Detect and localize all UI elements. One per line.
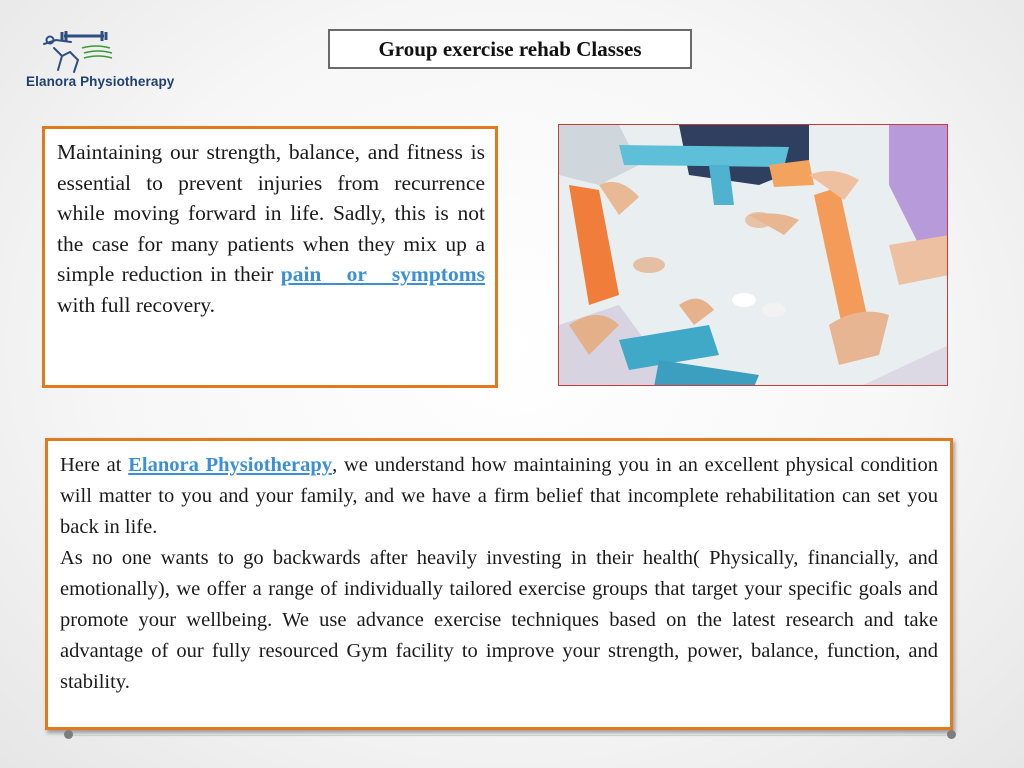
elanora-physiotherapy-link[interactable]: Elanora Physiotherapy	[128, 454, 333, 476]
page-title: Group exercise rehab Classes	[328, 29, 692, 69]
details-paragraph-1	[60, 450, 938, 543]
physio-figure-icon	[26, 30, 196, 76]
footer-dot-left	[64, 730, 73, 739]
details-paragraph-2: As no one wants to go backwards after heavily investing in their health( Physically, financially, and emotionally), we offer a range of individually tailored exercise groups that target your specific goals and promote your wellbeing. We use advance exercise techniques based on the latest research and take advantage of our fully resourced Gym facility to improve your strength, power, balance, function, and stability.	[60, 547, 938, 693]
intro-card	[42, 126, 498, 388]
logo-brand-name: Elanora Physiotherapy	[26, 74, 175, 89]
details-card	[45, 438, 953, 730]
footer-divider	[68, 735, 950, 736]
footer-dot-right	[947, 730, 956, 739]
intro-text-before: Maintaining our strength, balance, and fitness is essential to prevent injuries from recurrence while moving forward in life. Sadly, this is not the case for many patients when they mix up a simple reduction in their	[57, 140, 485, 287]
logo	[26, 30, 196, 92]
intro-text-after: with full recovery.	[57, 292, 216, 317]
details-p1-before: Here at	[60, 454, 129, 476]
details-p1-after: , we understand how maintaining you in an excellent physical condition will matter to you and your family, and we have a firm belief that incomplete rehabilitation can set you back in life.	[60, 454, 938, 538]
pain-or-symptoms-link[interactable]: pain or symptoms	[280, 262, 485, 287]
resistance-bands-photo	[558, 124, 948, 386]
